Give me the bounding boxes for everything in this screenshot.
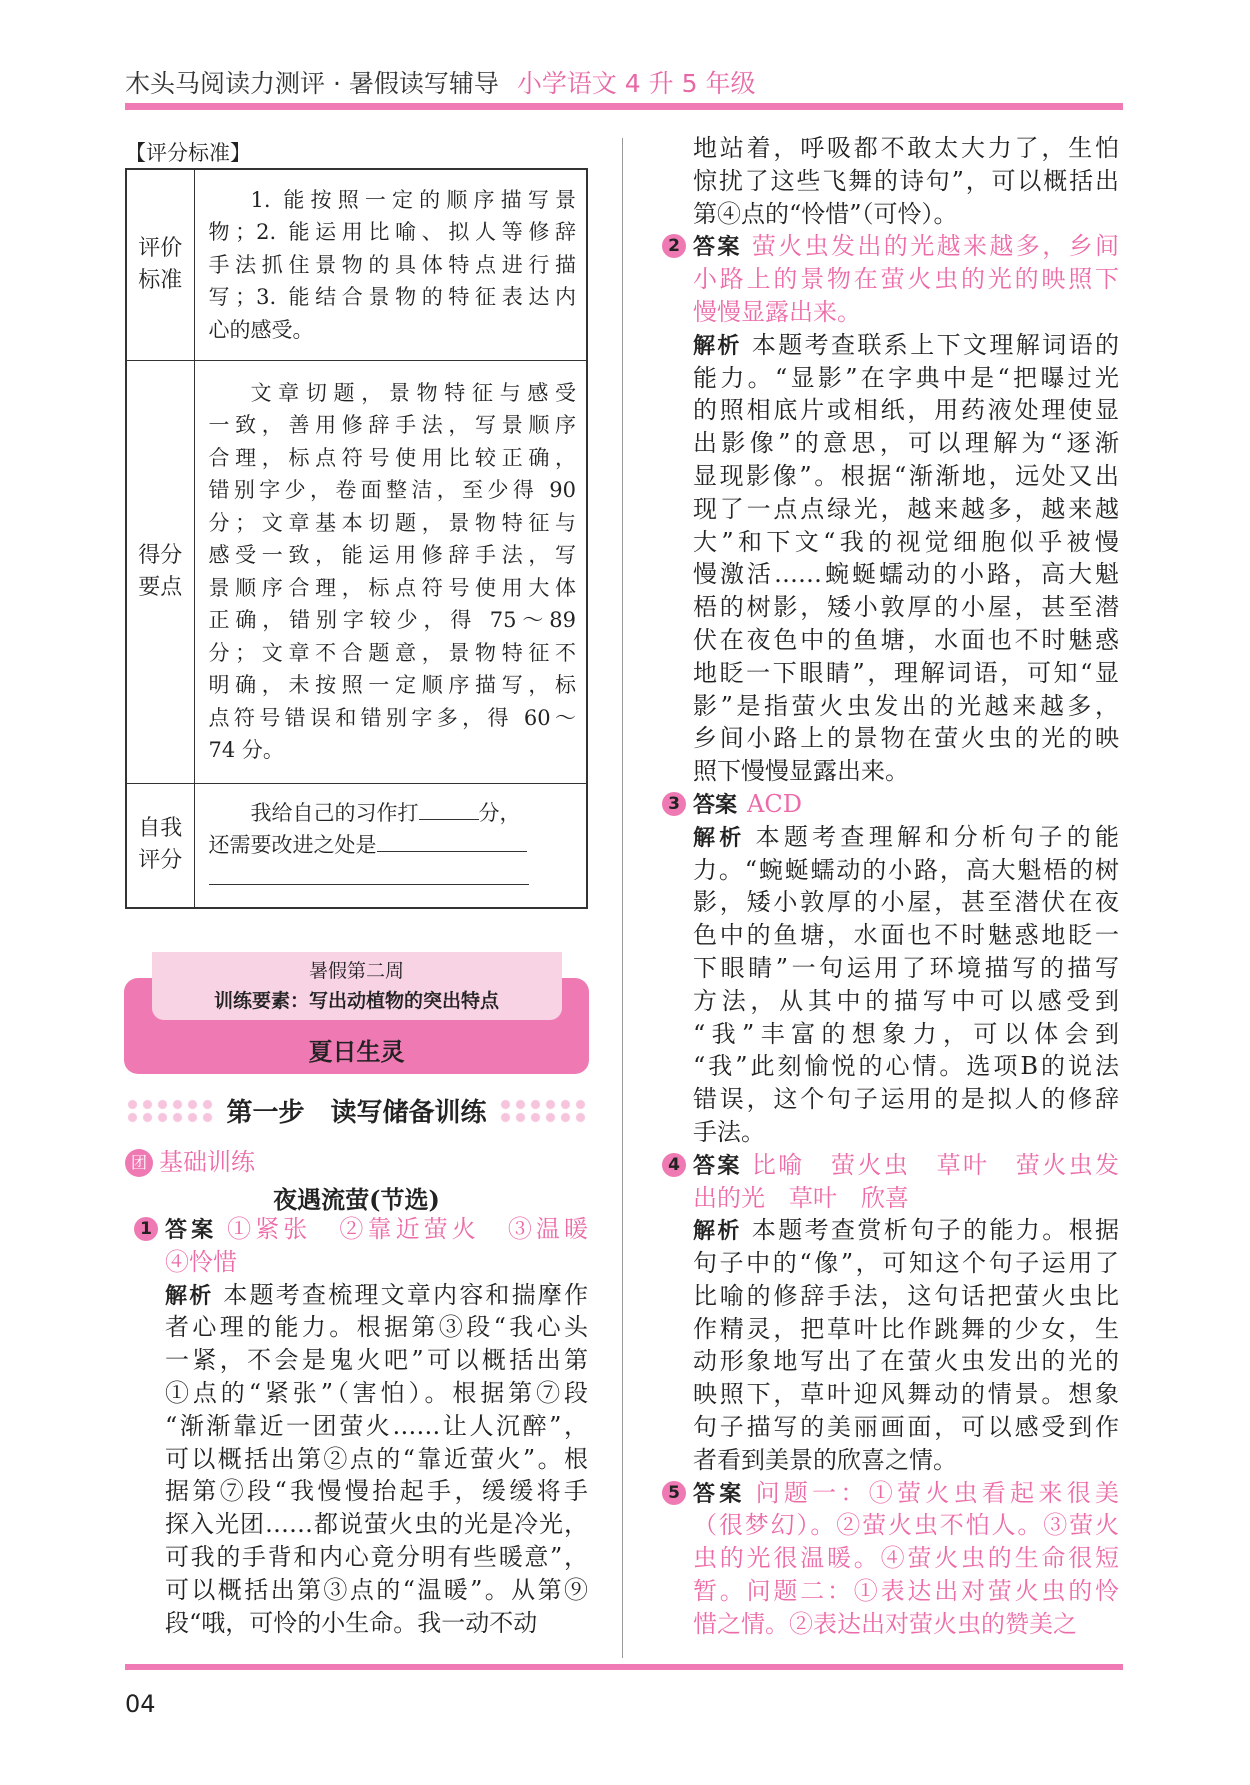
line-text: 错别字少，卷面整洁，至少得 90 (208, 478, 576, 502)
step-title: 第一步 读写储备训练 (226, 1098, 487, 1128)
text-line (693, 1509, 1119, 1542)
text-line (693, 296, 1119, 329)
answer-label: 答案 (165, 1218, 218, 1243)
text-line (209, 669, 577, 702)
line-text: ACD (747, 789, 802, 818)
line-text: 写；3. 能结合景物的特征表达内 (208, 285, 576, 309)
text-line (693, 1477, 1119, 1510)
text-line (693, 329, 1119, 362)
text-line (693, 1411, 1119, 1444)
row-label: 自我 评分 (126, 783, 194, 908)
text-line (693, 624, 1119, 657)
section-heading (125, 1142, 255, 1177)
answer-label: 答案 (693, 1481, 746, 1507)
text-line (693, 821, 1119, 854)
analysis-label: 解析 (165, 1283, 214, 1309)
text-line (693, 1345, 1119, 1378)
text-line (693, 394, 1119, 427)
section-icon: 团 (125, 1149, 153, 1177)
text-line (165, 1508, 588, 1541)
line-text: 者看到美景的欣喜之情。 (693, 1445, 957, 1474)
improve-blank-line[interactable] (209, 863, 529, 885)
text-line (693, 165, 1119, 198)
banner-theme: 夏日生灵 (308, 1038, 405, 1066)
text-line (165, 1279, 588, 1312)
text-line (209, 572, 577, 605)
text-line (693, 1313, 1119, 1346)
text-line (209, 604, 577, 637)
text-line (209, 216, 577, 249)
line-text: 感受一致，能运用修辞手法，写 (208, 543, 576, 567)
improve-blank[interactable] (377, 830, 527, 852)
line-text: 色中的鱼塘，水面也不时魅惑地眨一 (693, 921, 1119, 950)
line-text: 可我的手背和内心竟分明有些暖意”， (165, 1542, 588, 1571)
line-text: 的照相底片或相纸，用药液处理使显 (693, 396, 1119, 425)
line-text: 小路上的景物在萤火虫的光的映照下 (693, 265, 1119, 294)
line-text: 明确，未按照一定顺序描写，标 (208, 673, 576, 697)
text-line (209, 474, 577, 507)
self-score-prompt: 我给自己的习作打 (250, 800, 419, 825)
footer-rule (125, 1664, 1123, 1670)
line-text: 1. 能按照一定的顺序描写景 (250, 187, 576, 212)
text-line (165, 1311, 588, 1344)
line-text: 点符号错误和错别字多，得 60～ (208, 705, 576, 730)
text-line (693, 755, 1119, 788)
text-line (693, 132, 1119, 165)
line-text: 慢激活……蜿蜒蠕动的小路，高大魁 (693, 560, 1119, 589)
line-text: 手法。 (693, 1117, 765, 1146)
text-line (209, 637, 577, 670)
line-text: ④怜惜 (165, 1247, 237, 1276)
text-line (693, 657, 1119, 690)
text-line (693, 427, 1119, 460)
line-text: 现了一点点绿光，越来越多，越来越 (693, 494, 1119, 523)
line-text: 动形象地写出了在萤火虫发出的光的 (693, 1347, 1119, 1376)
text-line (693, 854, 1119, 887)
line-text: 暂。问题二：①表达出对萤火虫的怜 (693, 1577, 1119, 1606)
line-text: 力。“蜿蜒蠕动的小路，高大魁梧的树 (693, 855, 1119, 884)
line-text: 文章切题，景物特征与感受 (250, 380, 576, 405)
page-number: 04 (125, 1690, 156, 1718)
self-score-suffix: 分， (478, 800, 521, 825)
text-line (693, 1214, 1119, 1247)
text-line (165, 1443, 588, 1476)
line-text: 物；2. 能运用比喻、拟人等修辞 (208, 220, 576, 244)
text-line (693, 886, 1119, 919)
line-text: 正确，错别字较少，得 75～89 (208, 608, 576, 632)
text-line (209, 184, 577, 217)
line-text: 手法抓住景物的具体特点进行描 (208, 252, 576, 277)
question-number: 2 (662, 234, 686, 258)
analysis-label: 解析 (693, 825, 746, 851)
book-series: 木头马阅读力测评 · 暑假读写辅导 (125, 69, 499, 98)
line-text: 方法，从其中的描写中可以感受到 (693, 986, 1119, 1015)
line-text: 可以概括出第②点的“靠近萤火”。根 (165, 1444, 588, 1473)
line-text: 下眼睛”一句运用了环境描写的描写 (693, 953, 1119, 982)
line-text: 乡间小路上的景物在萤火虫的光的映 (693, 724, 1119, 753)
text-line (693, 493, 1119, 526)
line-text: 惜之情。②表达出对萤火虫的赞美之 (693, 1609, 1077, 1638)
analysis-label: 解析 (693, 333, 742, 359)
text-line (693, 1575, 1119, 1608)
line-text: 作精灵，把草叶比作跳舞的少女，生 (693, 1314, 1119, 1343)
text-line (693, 1182, 1119, 1215)
table-row (126, 360, 587, 783)
line-text: 本题考查梳理文章内容和揣摩作 (223, 1280, 588, 1309)
criteria-title: 【评分标准】 (125, 141, 251, 165)
line-text: 本题考查联系上下文理解词语的 (751, 330, 1119, 359)
text-line (693, 1247, 1119, 1280)
answer-label: 答案 (693, 235, 742, 261)
line-text: 一致，善用修辞手法，写景顺序 (208, 413, 576, 437)
analysis-label: 解析 (693, 1219, 742, 1245)
text-line (209, 409, 577, 442)
line-text: “我”此刻愉悦的心情。选项B的说法 (693, 1052, 1119, 1081)
line-text: 心的感受。 (208, 317, 314, 342)
row-label: 评价 标准 (126, 169, 194, 360)
row-label: 得分 要点 (126, 360, 194, 783)
line-text: 分；文章基本切题，景物特征与 (208, 510, 576, 535)
text-line (209, 377, 577, 410)
question-number: 3 (662, 792, 686, 816)
text-line (693, 1378, 1119, 1411)
text-line (693, 788, 1119, 821)
line-text: 地站着，呼吸都不敢太大力了，生怕 (693, 134, 1119, 162)
text-line (693, 558, 1119, 591)
line-text: 比喻 萤火虫 草叶 萤火虫发 (751, 1150, 1119, 1179)
question-number: 5 (662, 1481, 686, 1505)
banner-week: 暑假第二周 (308, 960, 404, 982)
right-answers (693, 132, 1119, 1641)
text-line (693, 591, 1119, 624)
line-text: 映照下，草叶迎风舞动的情景。想象 (693, 1380, 1119, 1409)
line-text: 问题一：①萤火虫看起来很美 (755, 1478, 1119, 1507)
row-content (194, 169, 587, 360)
passage-title: 夜遇流萤(节选) (273, 1185, 440, 1214)
text-line (693, 985, 1119, 1018)
text-line (693, 690, 1119, 723)
text-line (209, 702, 577, 735)
row-content (194, 360, 587, 783)
line-text: 梧的树影，矮小敦厚的小屋，甚至潜 (693, 593, 1119, 622)
text-line (693, 1083, 1119, 1116)
line-text: 句子描写的美丽画面，可以感受到作 (693, 1413, 1119, 1442)
text-line (209, 314, 577, 347)
line-text: 错误，这个句子运用的是拟人的修辞 (693, 1085, 1119, 1114)
text-line (693, 1444, 1119, 1477)
self-score-content (194, 783, 587, 908)
text-line (209, 442, 577, 475)
answer-label: 答案 (693, 792, 738, 818)
scoring-criteria-table (125, 168, 588, 909)
line-text: 句子中的“像”，可知这个句子运用了 (693, 1249, 1119, 1278)
table-row (126, 169, 587, 360)
text-line (693, 230, 1119, 263)
text-line (165, 1410, 588, 1443)
text-line (693, 1542, 1119, 1575)
answer-label: 答案 (693, 1153, 742, 1179)
text-line (693, 1018, 1119, 1051)
line-text: ①点的“紧张”（害怕）。根据第⑦段 (165, 1378, 588, 1407)
line-text: 段“哦，可怜的小生命。我一动不动 (165, 1608, 538, 1637)
left-answers (165, 1213, 588, 1639)
text-line (693, 919, 1119, 952)
line-text: “渐渐靠近一团萤火……让人沉醉”， (165, 1411, 588, 1440)
line-text: 影”是指萤火虫发出的光越来越多， (693, 691, 1119, 720)
text-line (693, 362, 1119, 395)
line-text: 显现影像”。根据“渐渐地，远处又出 (693, 461, 1119, 490)
line-text: ①紧张 ②靠近萤火 ③温暖 (227, 1215, 588, 1243)
text-line (693, 198, 1119, 231)
line-text: “我”丰富的想象力，可以体会到 (693, 1019, 1119, 1048)
text-line (165, 1344, 588, 1377)
text-line (693, 952, 1119, 985)
text-line (209, 734, 577, 767)
text-line (693, 1608, 1119, 1641)
line-text: 慢慢显露出来。 (693, 297, 861, 326)
line-text: 可以概括出第③点的“温暖”。从第⑨ (165, 1575, 588, 1604)
improve-prompt: 还需要改进之处是 (208, 833, 377, 857)
line-text: 出影像”的意思，可以理解为“逐渐 (693, 429, 1119, 458)
line-text: 大”和下文“我的视觉细胞似乎被慢 (693, 527, 1119, 556)
text-line (209, 281, 577, 314)
text-line (165, 1574, 588, 1607)
line-text: 比喻的修辞手法，这句话把萤火虫比 (693, 1281, 1119, 1310)
line-text: 分；文章不合题意，景物特征不 (208, 640, 576, 665)
grade-subject: 小学语文 4 升 5 年级 (516, 69, 756, 98)
question-number: 1 (134, 1217, 158, 1241)
line-text: 出的光 草叶 欣喜 (693, 1183, 909, 1212)
text-line (165, 1213, 588, 1246)
line-text: 探入光团……都说萤火虫的光是冷光， (165, 1510, 588, 1539)
line-text: 74 分。 (208, 738, 284, 762)
table-row (126, 783, 587, 908)
text-line (209, 507, 577, 540)
line-text: 地眨一下眼睛”，理解词语，可知“显 (693, 658, 1119, 687)
text-line (165, 1475, 588, 1508)
header-rule (125, 103, 1123, 110)
line-text: 影，矮小敦厚的小屋，甚至潜伏在夜 (693, 888, 1119, 917)
text-line (209, 539, 577, 572)
text-line (693, 722, 1119, 755)
banner-element: 训练要素：写出动植物的突出特点 (213, 990, 499, 1012)
text-line (693, 526, 1119, 559)
text-line (693, 1050, 1119, 1083)
line-text: 第④点的“怜惜”（可怜）。 (693, 199, 958, 228)
line-text: （很梦幻）。②萤火虫不怕人。③萤火 (693, 1511, 1119, 1540)
line-text: 一紧，不会是鬼火吧”可以概括出第 (165, 1346, 588, 1375)
text-line (693, 460, 1119, 493)
running-header (125, 64, 755, 100)
section-label: 基础训练 (159, 1148, 255, 1176)
text-line (693, 1149, 1119, 1182)
text-line (165, 1541, 588, 1574)
line-text: 据第⑦段“我慢慢抬起手，缓缓将手 (165, 1477, 588, 1506)
column-divider (622, 138, 623, 1658)
line-text: 照下慢慢显露出来。 (693, 757, 909, 786)
line-text: 虫的光很温暖。④萤火虫的生命很短 (693, 1544, 1119, 1573)
line-text: 景顺序合理，标点符号使用大体 (208, 575, 576, 600)
text-line (165, 1246, 588, 1279)
line-text: 萤火虫发出的光越来越多，乡间 (751, 232, 1119, 261)
text-line (693, 1280, 1119, 1313)
question-number: 4 (662, 1153, 686, 1177)
score-blank[interactable] (419, 798, 479, 820)
text-line (209, 249, 577, 282)
line-text: 能力。“显影”在字典中是“把曝过光 (693, 363, 1119, 392)
line-text: 伏在夜色中的鱼塘，水面也不时魅惑 (693, 625, 1119, 654)
week-banner (124, 952, 589, 1074)
line-text: 本题考查赏析句子的能力。根据 (751, 1216, 1119, 1245)
text-line (165, 1607, 588, 1640)
line-text: 合理，标点符号使用比较正确， (208, 445, 576, 470)
line-text: 本题考查理解和分析句子的能 (755, 822, 1119, 851)
text-line (693, 263, 1119, 296)
line-text: 者心理的能力。根据第③段“我心头 (165, 1313, 588, 1342)
line-text: 惊扰了这些飞舞的诗句”，可以概括出 (693, 166, 1119, 195)
text-line (693, 1116, 1119, 1149)
text-line (165, 1377, 588, 1410)
